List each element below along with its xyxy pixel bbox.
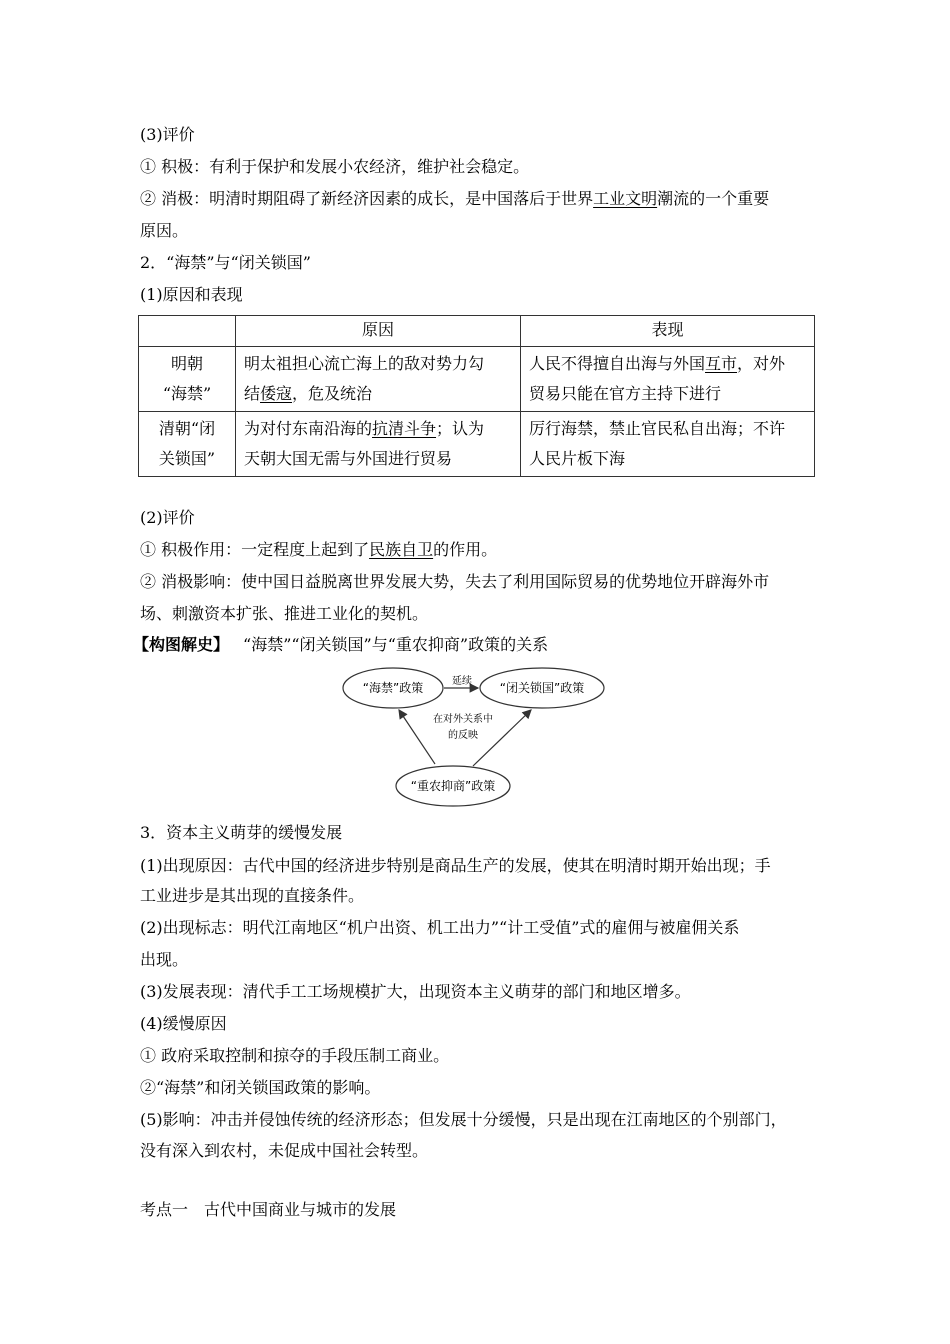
qing-cause [236, 412, 521, 477]
node-haijin-label: “海禁”政策 [362, 681, 424, 695]
gou-tu-title: “海禁”“闭关锁国”与“重农抑商”政策的关系 [243, 635, 549, 654]
eval-positive: ① 积极：有利于保护和发展小农经济，维护社会稳定。 [140, 157, 530, 176]
haijin-table [138, 315, 815, 477]
sec3-p5-cont: 没有深入到农村，未促成中国社会转型。 [140, 1141, 429, 1160]
node-biguan-label: “闭关锁国”政策 [499, 681, 585, 695]
sec3-p3: (3)发展表现：清代手工工场规模扩大，出现资本主义萌芽的部门和地区增多。 [140, 982, 691, 1001]
eval2-positive-end: 的作用。 [433, 540, 498, 559]
eval2-positive-underlined: 民族自卫 [369, 540, 434, 559]
section-2-sub1: (1)原因和表现 [140, 285, 243, 304]
qing-cause-1b: ；认为 [436, 419, 485, 438]
qing-show-1: 厉行海禁，禁止官民私自出海；不许 [529, 419, 786, 438]
qing-show [521, 412, 815, 477]
sec3-p1-cont: 工业进步是其出现的直接条件。 [140, 886, 365, 905]
gou-tu-line [133, 635, 813, 655]
table-row-ming [139, 347, 815, 412]
ming-cause-underlined: 倭寇 [260, 384, 293, 403]
center-label-2: 的反映 [448, 730, 478, 741]
ming-cause-1: 明太祖担心流亡海上的敌对势力勾 [244, 354, 485, 373]
ming-show-1a: 人民不得擅自出海与外国 [529, 354, 706, 373]
eval2-positive-text: ① 积极作用：一定程度上起到了 [140, 540, 370, 559]
ming-cause [236, 347, 521, 412]
gou-tu-label: 【构图解史】 [133, 635, 230, 654]
qing-cause-1a: 为对付东南沿海的 [244, 419, 373, 438]
policy-relation-diagram [335, 660, 615, 810]
ming-label-1: 明朝 [170, 354, 203, 373]
table-header-row [139, 316, 815, 347]
qing-label-2: 关锁国” [158, 449, 216, 468]
sec3-p4: (4)缓慢原因 [140, 1014, 227, 1033]
ming-label [139, 347, 236, 412]
eval2-negative-cont: 场、刺激资本扩张、推进工业化的契机。 [140, 604, 429, 623]
sec3-p5: (5)影响：冲击并侵蚀传统的经济形态；但发展十分缓慢，只是出现在江南地区的个别部门， [140, 1110, 787, 1129]
ming-cause-2a: 结 [244, 384, 261, 403]
section-2-title: 2．“海禁”与“闭关锁国” [140, 253, 311, 272]
table-header-show: 表现 [521, 316, 815, 347]
table-header-empty [139, 316, 236, 347]
edge-continue-label: 延续 [452, 676, 472, 687]
ming-show-1b: ，对外 [737, 354, 786, 373]
sec3-p2-cont: 出现。 [140, 950, 189, 969]
qing-cause-1 [244, 414, 512, 444]
ming-cause-2 [244, 379, 512, 409]
node-zhongnong-label: “重农抑商”政策 [410, 779, 496, 793]
ming-label-2: “海禁” [162, 384, 212, 403]
ming-show-1 [529, 349, 806, 379]
sec3-p1: (1)出现原因：古代中国的经济进步特别是商品生产的发展，使其在明清时期开始出现；手 [140, 856, 771, 875]
qing-label-1: 清朝“闭 [158, 419, 216, 438]
center-label-1: 在对外关系中 [433, 714, 493, 725]
eval2-positive [140, 540, 820, 560]
eval-heading: (3)评价 [140, 125, 195, 144]
eval2-negative: ② 消极影响：使中国日益脱离世界发展大势，失去了利用国际贸易的优势地位开辟海外市 [140, 572, 770, 591]
table-header-cause: 原因 [236, 316, 521, 347]
eval-negative [140, 189, 820, 209]
ming-show [521, 347, 815, 412]
ming-cause-2b: ，危及统治 [292, 384, 373, 403]
section-2-sub2: (2)评价 [140, 508, 195, 527]
section-3-title: 3．资本主义萌芽的缓慢发展 [140, 823, 343, 842]
eval-negative-text-end: 潮流的一个重要 [657, 189, 770, 208]
ming-show-underlined: 互市 [705, 354, 738, 373]
ming-show-2: 贸易只能在官方主持下进行 [529, 384, 722, 403]
qing-label [139, 412, 236, 477]
eval-negative-underlined: 工业文明 [593, 189, 658, 208]
sec3-p2: (2)出现标志：明代江南地区“机户出资、机工出力”“计工受值”式的雇佣与被雇佣关系 [140, 918, 740, 937]
qing-cause-2: 天朝大国无需与外国进行贸易 [244, 449, 453, 468]
arrow-to-haijin [399, 710, 435, 764]
eval-negative-text: ② 消极：明清时期阻碍了新经济因素的成长，是中国落后于世界 [140, 189, 594, 208]
eval-negative-cont: 原因。 [140, 221, 189, 240]
table-row-qing [139, 412, 815, 477]
qing-cause-underlined: 抗清斗争 [372, 419, 437, 438]
qing-show-2: 人民片板下海 [529, 449, 626, 468]
sec3-p4-1: ① 政府采取控制和掠夺的手段压制工商业。 [140, 1046, 450, 1065]
kaodian-heading: 考点一 古代中国商业与城市的发展 [140, 1200, 397, 1219]
sec3-p4-2: ②“海禁”和闭关锁国政策的影响。 [140, 1078, 381, 1097]
